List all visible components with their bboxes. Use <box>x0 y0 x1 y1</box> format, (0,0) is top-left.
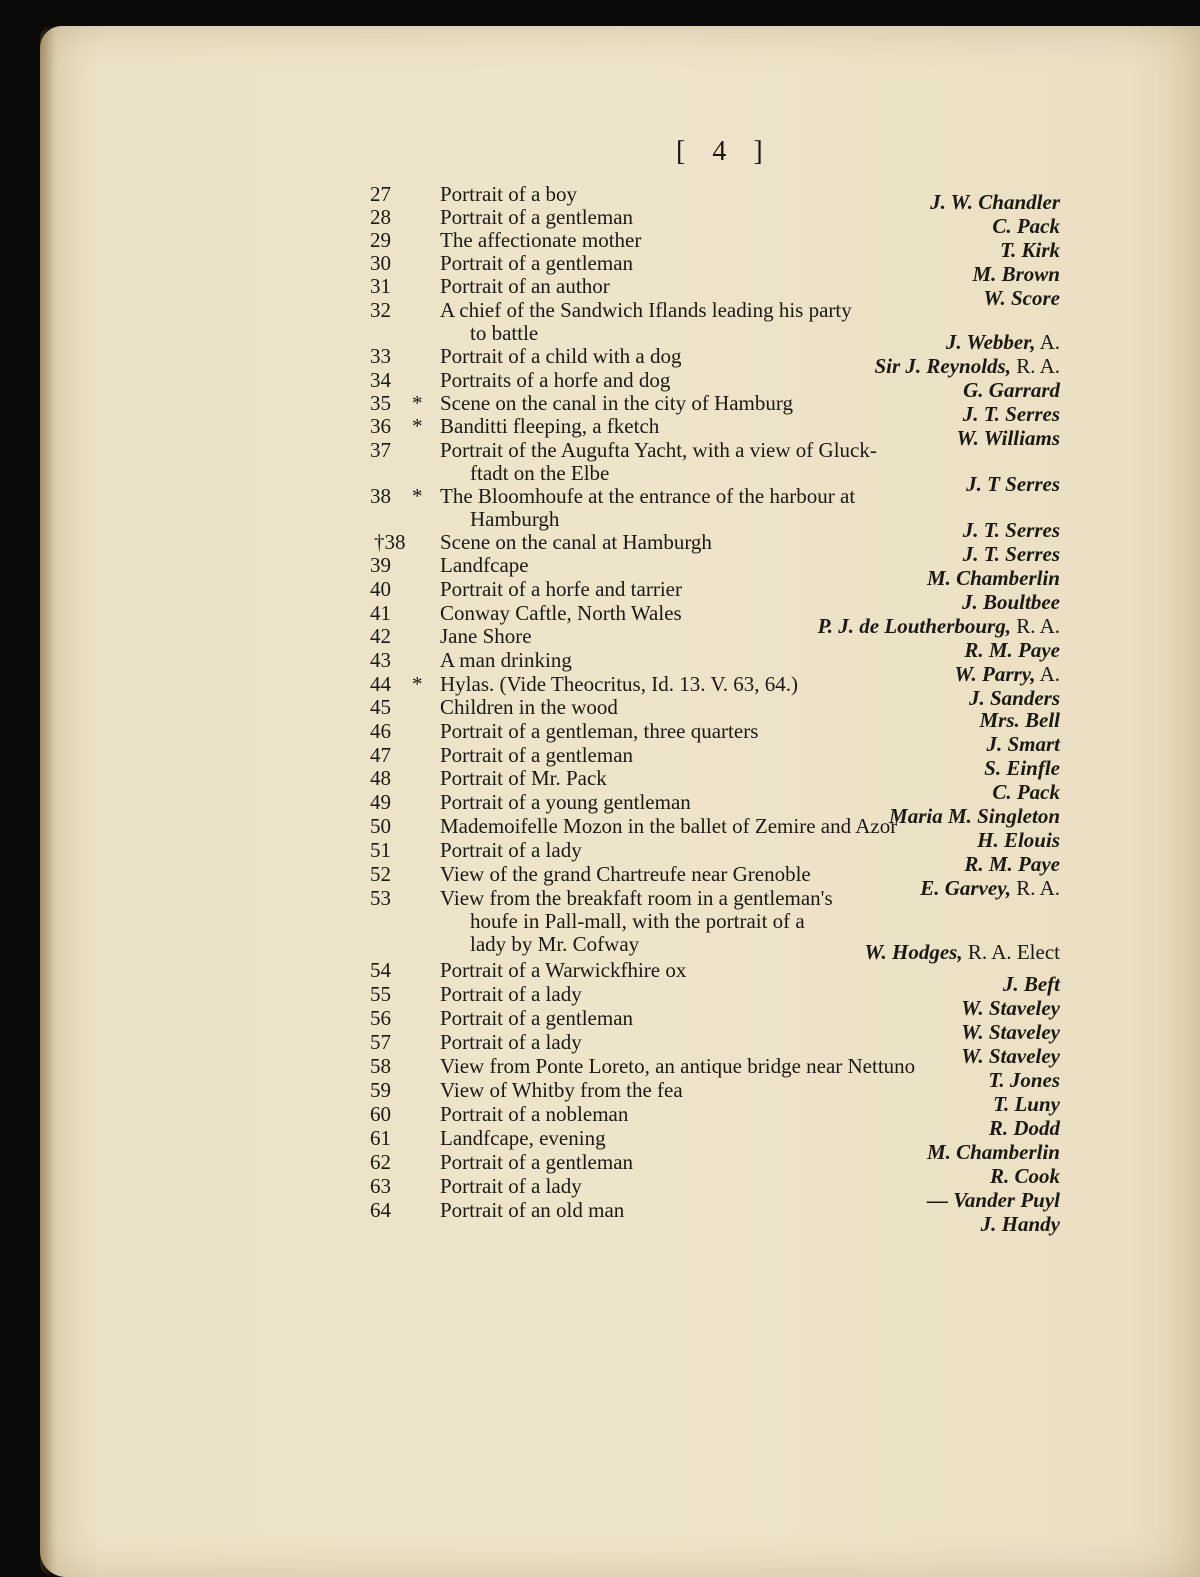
artist-name: R. M. Paye <box>964 638 1060 662</box>
artist-academy-suffix: R. A. Elect <box>962 940 1060 964</box>
entry-title: Portrait of the Augufta Yacht, with a view of Gluck- <box>440 438 877 462</box>
entry-artist <box>981 1212 1060 1236</box>
entry-number: 27 <box>370 182 391 206</box>
entry-number: 59 <box>370 1078 391 1102</box>
entry-title: Portrait of a gentleman <box>440 1006 634 1030</box>
new-work-asterisk-mark: * <box>412 414 423 438</box>
entry-number: 48 <box>370 766 391 790</box>
entry-title: View from the breakfaft room in a gentleman's <box>440 886 833 910</box>
entry-title: View of the grand Chartreufe near Grenoble <box>440 862 811 886</box>
entry-artist <box>818 614 1060 638</box>
entry-number: 38 <box>370 484 391 508</box>
artist-name: R. Cook <box>989 1164 1060 1188</box>
entry-artist <box>992 780 1060 804</box>
entry-artist <box>962 590 1060 614</box>
entry-number: 36 <box>370 414 391 438</box>
entry-number: 32 <box>370 298 391 322</box>
entry-artist <box>920 876 1060 900</box>
artist-name: — Vander Puyl <box>926 1188 1060 1212</box>
entry-artist <box>966 472 1060 496</box>
artist-name: W. Staveley <box>961 1020 1060 1044</box>
artist-name: J. Handy <box>980 1212 1060 1236</box>
artist-name: P. J. de Loutherbourg, <box>817 614 1011 638</box>
artist-name: J. Sanders <box>968 686 1060 710</box>
entry-number: 55 <box>370 982 391 1006</box>
entry-artist <box>986 732 1060 756</box>
artist-name: T. Jones <box>988 1068 1060 1092</box>
entry-artist <box>961 1044 1060 1068</box>
entry-number: 42 <box>370 624 391 648</box>
artist-name: J. Smart <box>986 732 1060 756</box>
entry-title: Portrait of a young gentleman <box>440 790 691 814</box>
entry-number: 60 <box>370 1102 391 1126</box>
entry-artist <box>963 378 1060 402</box>
entry-number: 28 <box>370 205 391 229</box>
artist-name: G. Garrard <box>963 378 1060 402</box>
entry-artist <box>983 286 1060 310</box>
entry-number: 61 <box>370 1126 391 1150</box>
artist-name: R. M. Paye <box>964 852 1060 876</box>
entry-number: 43 <box>370 648 391 672</box>
entry-number: 53 <box>370 886 391 910</box>
entry-artist <box>927 1188 1060 1212</box>
entry-title: Portrait of a horfe and tarrier <box>440 577 682 601</box>
entry-number: 52 <box>370 862 391 886</box>
entry-artist <box>963 518 1060 542</box>
artist-name: H. Elouis <box>977 828 1060 852</box>
artist-name: Mrs. Bell <box>979 708 1060 732</box>
entry-title: Portrait of a gentleman <box>440 743 634 767</box>
artist-academy-suffix: R. A. <box>1010 614 1060 638</box>
new-work-asterisk-mark: * <box>412 672 423 696</box>
entry-number: 41 <box>370 601 391 625</box>
entry-title: Portrait of a gentleman <box>440 1150 634 1174</box>
entry-number: 34 <box>370 368 391 392</box>
entry-number: 62 <box>370 1150 391 1174</box>
entry-artist <box>1003 972 1060 996</box>
artist-name: J. T Serres <box>966 472 1060 496</box>
artist-name: M. Brown <box>972 262 1060 286</box>
entry-number: 30 <box>370 251 391 275</box>
artist-academy-suffix: R. A. <box>1010 876 1060 900</box>
entry-number: 31 <box>370 274 391 298</box>
artist-name: J. Boultbee <box>962 590 1060 614</box>
artist-name: Maria M. Singleton <box>889 804 1060 828</box>
entry-artist <box>977 828 1060 852</box>
entry-title: The affectionate mother <box>440 228 642 252</box>
entry-title: Portrait of a lady <box>440 1030 582 1054</box>
entry-artist <box>930 190 1060 214</box>
entry-artist <box>964 852 1060 876</box>
artist-name: J. W. Chandler <box>930 190 1060 214</box>
entry-artist <box>984 756 1060 780</box>
artist-name: W. Score <box>983 286 1060 310</box>
artist-name: S. Einfle <box>984 756 1060 780</box>
entry-number: 40 <box>370 577 391 601</box>
entry-artist <box>874 354 1060 378</box>
entry-title: Conway Caftle, North Wales <box>440 601 682 625</box>
entry-artist <box>961 1020 1060 1044</box>
artist-name: W. Williams <box>956 426 1060 450</box>
entry-number: 63 <box>370 1174 391 1198</box>
entry-number: 56 <box>370 1006 391 1030</box>
entry-number: 49 <box>370 790 391 814</box>
artist-name: M. Chamberlin <box>926 566 1060 590</box>
entry-title: Portrait of a Warwickfhire ox <box>440 958 687 982</box>
artist-name: T. Luny <box>993 1092 1060 1116</box>
artist-name: W. Hodges, <box>864 940 963 964</box>
entry-title: A chief of the Sandwich Iflands leading his party <box>440 298 852 322</box>
artist-name: Sir J. Reynolds, <box>874 354 1011 378</box>
entry-artist <box>963 402 1060 426</box>
entry-title: Jane Shore <box>440 624 532 648</box>
artist-name: W. Parry, <box>954 662 1036 686</box>
entry-title-continuation: to battle <box>470 321 539 345</box>
entry-number: 50 <box>370 814 391 838</box>
entry-number: 44 <box>370 672 391 696</box>
entry-title-continuation: Hamburgh <box>470 507 560 531</box>
entry-title: A man drinking <box>440 648 572 672</box>
artist-name: J. T. Serres <box>962 542 1060 566</box>
entry-number: 58 <box>370 1054 391 1078</box>
entry-title: Portrait of a gentleman <box>440 251 634 275</box>
entry-number: 57 <box>370 1030 391 1054</box>
entry-artist <box>990 1164 1060 1188</box>
entry-title: Mademoifelle Mozon in the ballet of Zemire and Azor <box>440 814 898 838</box>
entry-number: 54 <box>370 958 391 982</box>
entry-number: 64 <box>370 1198 391 1222</box>
entry-title: Portraits of a horfe and dog <box>440 368 671 392</box>
artist-name: M. Chamberlin <box>926 1140 1060 1164</box>
artist-name: J. T. Serres <box>962 402 1060 426</box>
entry-number: 37 <box>370 438 391 462</box>
artist-name: J. T. Serres <box>962 518 1060 542</box>
new-work-asterisk-mark: * <box>412 391 423 415</box>
entry-artist <box>889 804 1060 828</box>
entry-artist <box>927 1140 1060 1164</box>
entry-title: Banditti fleeping, a fketch <box>440 414 660 438</box>
artist-name: C. Pack <box>992 780 1060 804</box>
entry-artist <box>969 686 1060 710</box>
entry-artist <box>989 1116 1060 1140</box>
entry-artist <box>927 566 1060 590</box>
entry-artist <box>1000 238 1060 262</box>
entry-title: Portrait of a lady <box>440 838 582 862</box>
entry-artist <box>979 708 1060 732</box>
entry-number: †38 <box>374 530 406 554</box>
entry-number: 29 <box>370 228 391 252</box>
entry-title: Portrait of an old man <box>440 1198 625 1222</box>
artist-name: W. Staveley <box>961 1044 1060 1068</box>
entry-artist <box>864 940 1060 964</box>
artist-name: J. Beft <box>1002 972 1060 996</box>
entry-title-continuation: lady by Mr. Cofway <box>470 932 640 956</box>
entry-title: Portrait of an author <box>440 274 610 298</box>
artist-name: W. Staveley <box>961 996 1060 1020</box>
entry-artist <box>972 262 1060 286</box>
entry-title: View from Ponte Loreto, an antique bridge near Nettuno <box>440 1054 916 1078</box>
entry-title: Portrait of a gentleman, three quarters <box>440 719 759 743</box>
entry-number: 46 <box>370 719 391 743</box>
entry-artist <box>964 638 1060 662</box>
entry-title: The Bloomhoufe at the entrance of the harbour at <box>440 484 856 508</box>
entry-title: Landfcape, evening <box>440 1126 606 1150</box>
page-number: [ 4 ] <box>676 136 773 167</box>
entry-artist <box>988 1068 1060 1092</box>
entry-title: Portrait of a lady <box>440 982 582 1006</box>
entry-title-continuation: houfe in Pall-mall, with the portrait of a <box>470 909 805 933</box>
entry-title: Landfcape <box>440 553 529 577</box>
entry-title: Portrait of Mr. Pack <box>440 766 607 790</box>
entry-title: Children in the wood <box>440 695 618 719</box>
new-work-asterisk-mark: * <box>412 484 423 508</box>
entry-number: 39 <box>370 553 391 577</box>
entry-title: Hylas. (Vide Theocritus, Id. 13. V. 63, 64.) <box>440 672 799 696</box>
entry-title: Portrait of a nobleman <box>440 1102 629 1126</box>
entry-title: Portrait of a gentleman <box>440 205 634 229</box>
artist-name: J. Webber, <box>945 330 1036 354</box>
artist-name: R. Dodd <box>988 1116 1060 1140</box>
entry-title: Portrait of a child with a dog <box>440 344 682 368</box>
entry-artist <box>954 662 1060 686</box>
entry-artist <box>946 330 1060 354</box>
entry-artist <box>957 426 1060 450</box>
artist-academy-suffix: R. A. <box>1010 354 1060 378</box>
artist-academy-suffix: A. <box>1035 330 1060 354</box>
entry-artist <box>961 996 1060 1020</box>
entry-title-continuation: ftadt on the Elbe <box>470 461 610 485</box>
entry-title: View of Whitby from the fea <box>440 1078 683 1102</box>
artist-academy-suffix: A. <box>1035 662 1060 686</box>
entry-number: 51 <box>370 838 391 862</box>
entry-title: Scene on the canal in the city of Hamburg <box>440 391 794 415</box>
entry-number: 35 <box>370 391 391 415</box>
entry-artist <box>993 1092 1060 1116</box>
entry-number: 33 <box>370 344 391 368</box>
entry-number: 45 <box>370 695 391 719</box>
entry-artist <box>963 542 1060 566</box>
entry-title: Portrait of a lady <box>440 1174 582 1198</box>
entry-title: Portrait of a boy <box>440 182 578 206</box>
artist-name: C. Pack <box>992 214 1060 238</box>
entry-number: 47 <box>370 743 391 767</box>
artist-name: E. Garvey, <box>920 876 1011 900</box>
artist-name: T. Kirk <box>1000 238 1060 262</box>
entry-title: Scene on the canal at Hamburgh <box>440 530 712 554</box>
entry-artist <box>992 214 1060 238</box>
